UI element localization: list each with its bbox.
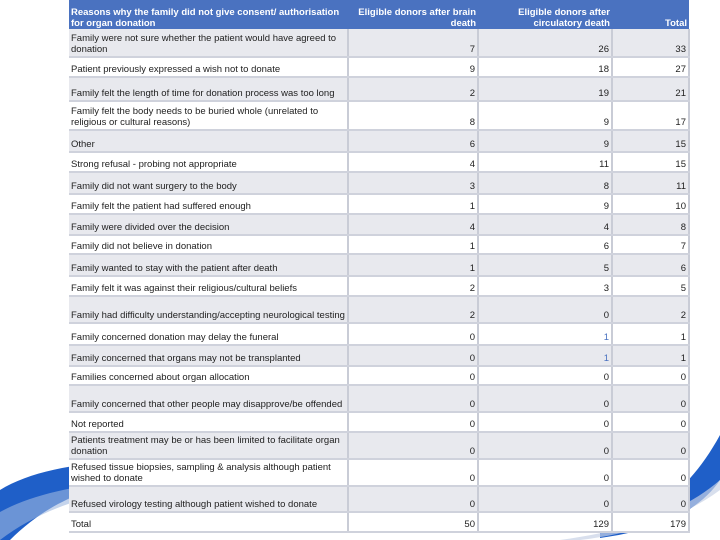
dbd-cell: 6	[348, 130, 478, 152]
reason-cell: Family concerned donation may delay the funeral	[69, 323, 348, 345]
header-total: Total	[612, 0, 689, 29]
table-row	[69, 412, 689, 432]
total-cell: 8	[612, 214, 689, 235]
header-reason: Reasons why the family did not give consent/ authorisation for organ donation	[69, 0, 348, 29]
dbd-cell: 2	[348, 77, 478, 101]
table-row	[69, 57, 689, 77]
table-row	[69, 486, 689, 512]
dcd-cell: 0	[478, 296, 612, 323]
reason-cell: Patients treatment may be or has been limited to facilitate organ donation	[69, 432, 348, 459]
dcd-cell: 8	[478, 172, 612, 194]
reason-cell: Families concerned about organ allocation	[69, 366, 348, 385]
dbd-cell: 2	[348, 296, 478, 323]
dcd-cell: 9	[478, 101, 612, 130]
reason-cell: Family did not want surgery to the body	[69, 172, 348, 194]
table-row	[69, 296, 689, 323]
dbd-cell: 0	[348, 432, 478, 459]
total-cell: 11	[612, 172, 689, 194]
table-row	[69, 130, 689, 152]
table-row	[69, 323, 689, 345]
table-header-row	[69, 0, 689, 29]
dbd-cell: 3	[348, 172, 478, 194]
reason-cell: Refused virology testing although patient wished to donate	[69, 486, 348, 512]
consent-reasons-table	[69, 0, 690, 533]
total-cell: 5	[612, 276, 689, 296]
total-cell: 33	[612, 29, 689, 57]
total-cell: 15	[612, 152, 689, 172]
table-row	[69, 214, 689, 235]
total-cell: 179	[612, 512, 689, 532]
reason-cell: Family were divided over the decision	[69, 214, 348, 235]
dbd-cell: 7	[348, 29, 478, 57]
reason-cell: Family felt it was against their religious/cultural beliefs	[69, 276, 348, 296]
reason-cell: Total	[69, 512, 348, 532]
total-cell: 2	[612, 296, 689, 323]
dcd-cell: 26	[478, 29, 612, 57]
dcd-cell: 0	[478, 432, 612, 459]
dcd-cell: 6	[478, 235, 612, 254]
total-cell: 0	[612, 432, 689, 459]
reason-cell: Family had difficulty understanding/accepting neurological testing	[69, 296, 348, 323]
dcd-cell: 19	[478, 77, 612, 101]
dbd-cell: 4	[348, 214, 478, 235]
dcd-cell: 4	[478, 214, 612, 235]
total-row	[69, 512, 689, 532]
reason-cell: Refused tissue biopsies, sampling & analysis although patient wished to donate	[69, 459, 348, 486]
dcd-cell: 18	[478, 57, 612, 77]
table-row	[69, 366, 689, 385]
dcd-cell: 5	[478, 254, 612, 276]
dcd-cell: 0	[478, 385, 612, 412]
total-cell: 0	[612, 459, 689, 486]
dbd-cell: 0	[348, 459, 478, 486]
reason-cell: Not reported	[69, 412, 348, 432]
total-cell: 7	[612, 235, 689, 254]
table-row	[69, 276, 689, 296]
total-cell: 15	[612, 130, 689, 152]
total-cell: 27	[612, 57, 689, 77]
dbd-cell: 0	[348, 366, 478, 385]
table-row	[69, 77, 689, 101]
dcd-cell: 3	[478, 276, 612, 296]
total-cell: 6	[612, 254, 689, 276]
dbd-cell: 0	[348, 323, 478, 345]
reason-cell: Family concerned that organs may not be transplanted	[69, 345, 348, 366]
table-row	[69, 172, 689, 194]
table-row	[69, 29, 689, 57]
table-row	[69, 345, 689, 366]
dbd-cell: 4	[348, 152, 478, 172]
reason-cell: Family did not believe in donation	[69, 235, 348, 254]
reason-cell: Family felt the length of time for donation process was too long	[69, 77, 348, 101]
dbd-cell: 0	[348, 412, 478, 432]
dbd-cell: 1	[348, 194, 478, 214]
total-cell: 0	[612, 385, 689, 412]
dbd-cell: 0	[348, 345, 478, 366]
dcd-cell: 129	[478, 512, 612, 532]
dcd-cell: 0	[478, 486, 612, 512]
reason-cell: Family felt the patient had suffered enough	[69, 194, 348, 214]
dbd-cell: 50	[348, 512, 478, 532]
table-row	[69, 254, 689, 276]
dbd-cell: 9	[348, 57, 478, 77]
reason-cell: Patient previously expressed a wish not to donate	[69, 57, 348, 77]
reason-cell: Other	[69, 130, 348, 152]
dcd-cell: 0	[478, 412, 612, 432]
header-dbd: Eligible donors after brain death	[348, 0, 478, 29]
total-cell: 21	[612, 77, 689, 101]
dcd-cell: 0	[478, 459, 612, 486]
header-dcd: Eligible donors after circulatory death	[478, 0, 612, 29]
dcd-cell: 9	[478, 194, 612, 214]
total-cell: 10	[612, 194, 689, 214]
total-cell: 17	[612, 101, 689, 130]
total-cell: 1	[612, 345, 689, 366]
dbd-cell: 2	[348, 276, 478, 296]
total-cell: 1	[612, 323, 689, 345]
table-row	[69, 101, 689, 130]
reason-cell: Family were not sure whether the patient would have agreed to donation	[69, 29, 348, 57]
reason-cell: Strong refusal - probing not appropriate	[69, 152, 348, 172]
dbd-cell: 0	[348, 385, 478, 412]
dbd-cell: 1	[348, 235, 478, 254]
dcd-cell: 0	[478, 366, 612, 385]
table-row	[69, 235, 689, 254]
reason-cell: Family wanted to stay with the patient after death	[69, 254, 348, 276]
total-cell: 0	[612, 486, 689, 512]
dbd-cell: 0	[348, 486, 478, 512]
dbd-cell: 1	[348, 254, 478, 276]
dbd-cell: 8	[348, 101, 478, 130]
total-cell: 0	[612, 412, 689, 432]
table-row	[69, 432, 689, 459]
dcd-cell: 1	[478, 323, 612, 345]
dcd-cell: 1	[478, 345, 612, 366]
dcd-cell: 11	[478, 152, 612, 172]
table-row	[69, 194, 689, 214]
dcd-cell: 9	[478, 130, 612, 152]
reason-cell: Family felt the body needs to be buried whole (unrelated to religious or cultural reasons)	[69, 101, 348, 130]
table-row	[69, 152, 689, 172]
table-row	[69, 385, 689, 412]
table-row	[69, 459, 689, 486]
total-cell: 0	[612, 366, 689, 385]
reason-cell: Family concerned that other people may disapprove/be offended	[69, 385, 348, 412]
